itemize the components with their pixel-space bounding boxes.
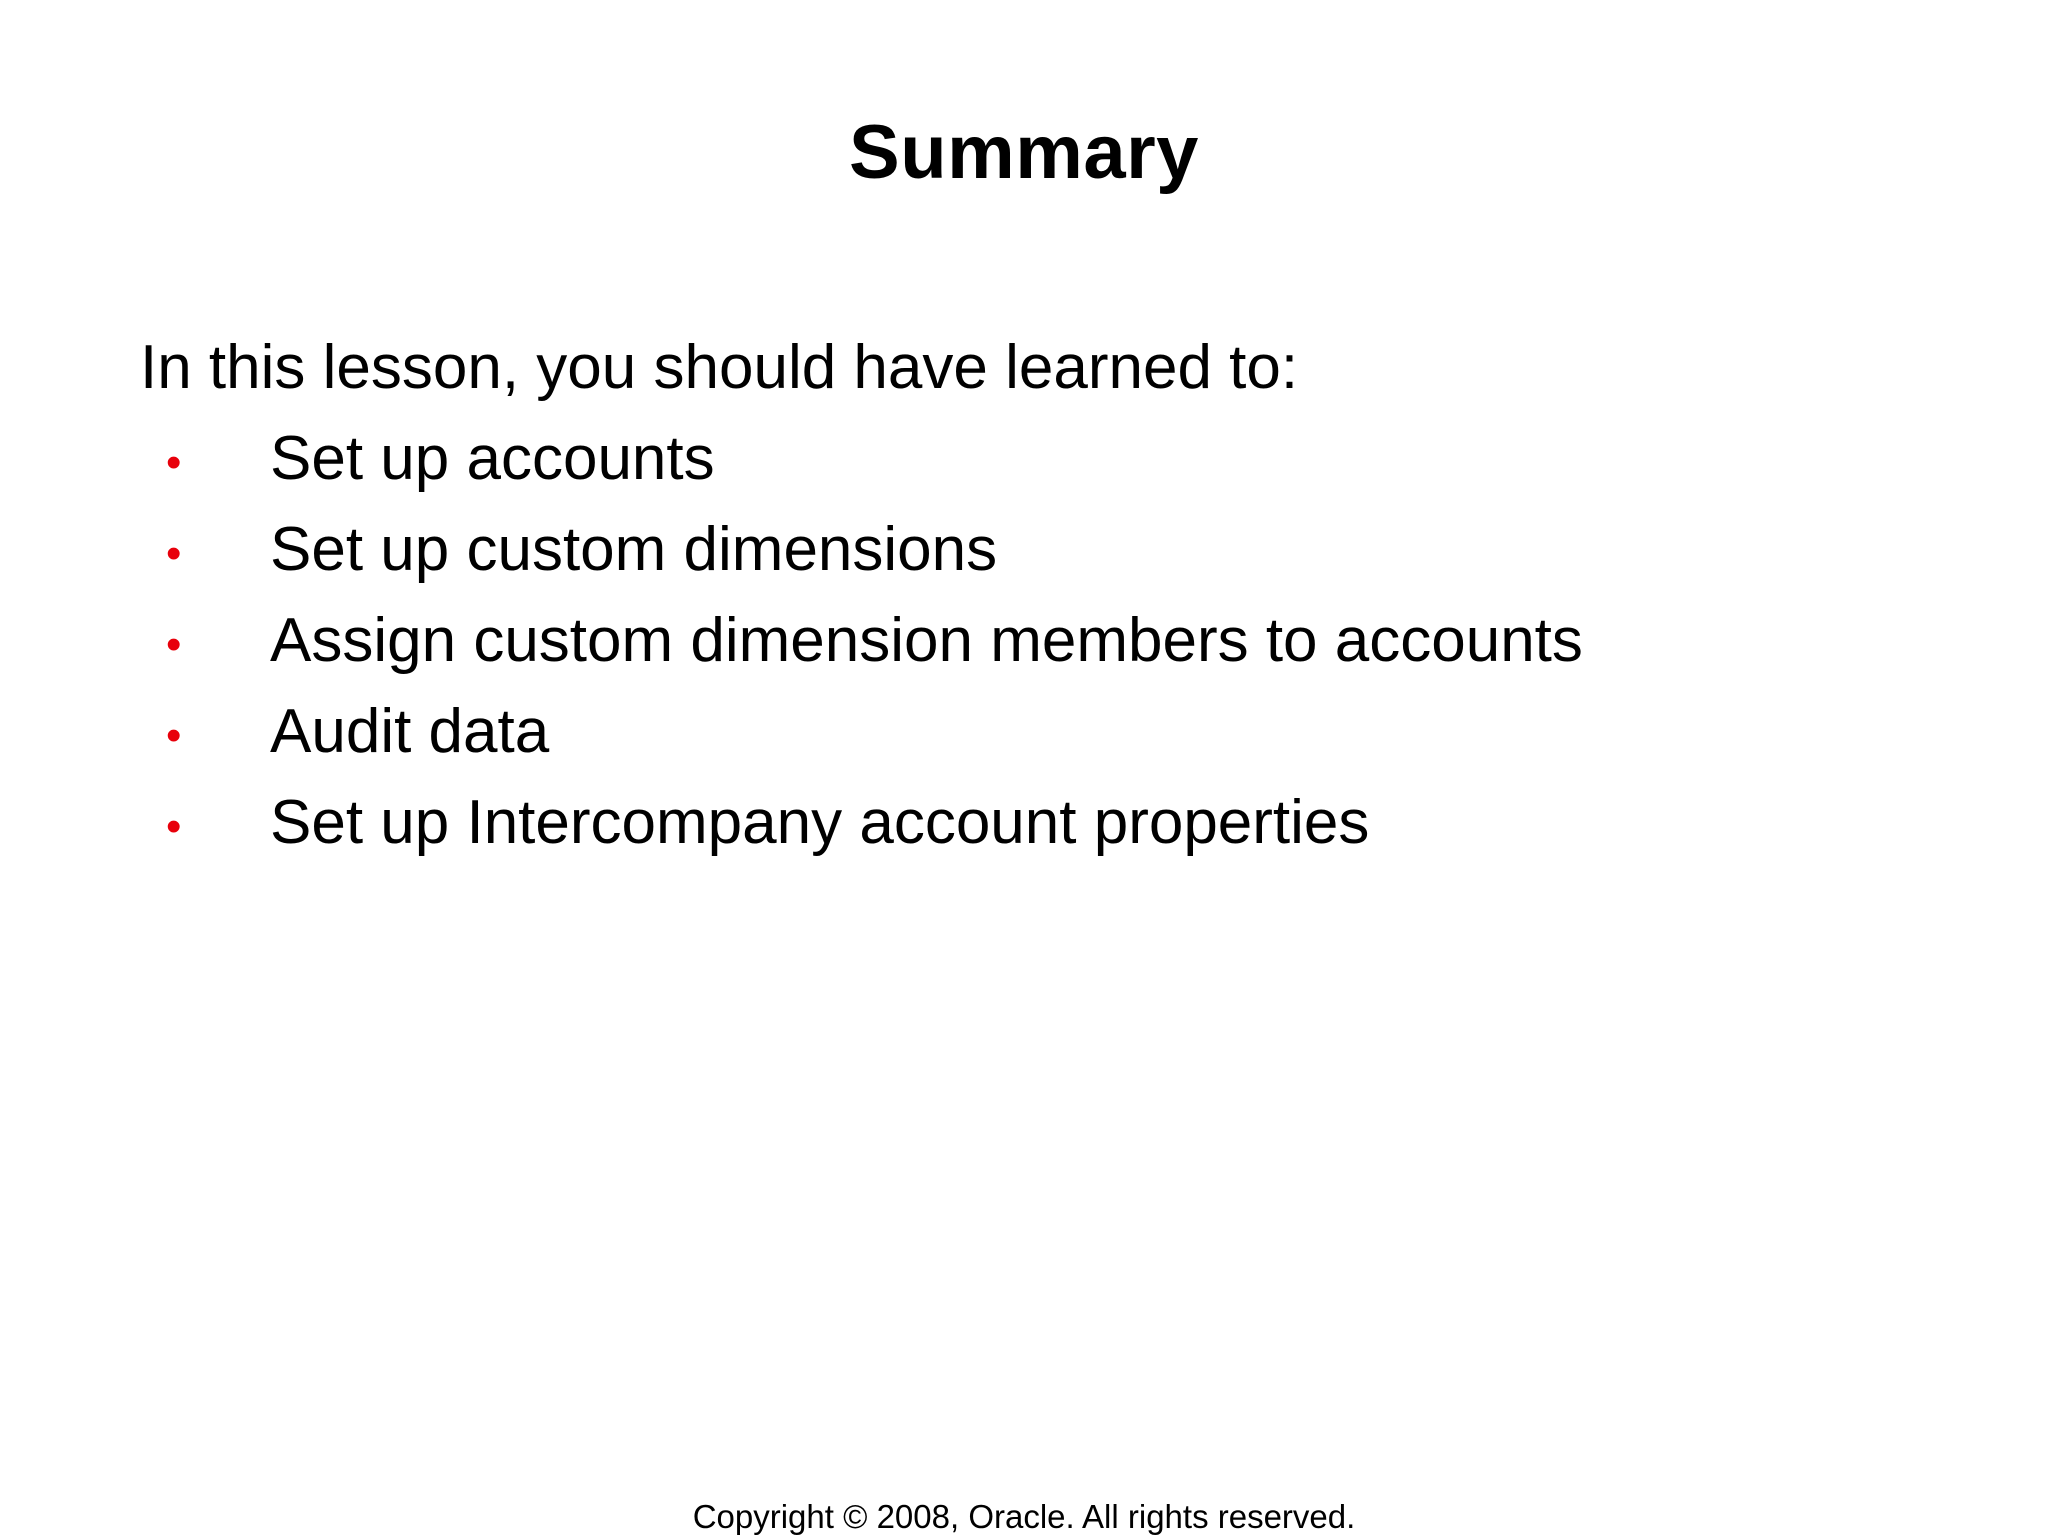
- bullet-icon: •: [166, 802, 182, 851]
- bullet-text: Set up custom dimensions: [270, 515, 998, 584]
- bullet-icon: •: [166, 620, 182, 669]
- bullet-text: Set up accounts: [270, 424, 715, 493]
- bullet-icon: •: [166, 711, 182, 760]
- bullet-text: Assign custom dimension members to accounts: [270, 606, 1583, 675]
- slide-title: Summary: [849, 110, 1199, 195]
- bullet-text: Set up Intercompany account properties: [270, 788, 1370, 857]
- copyright-footer: Copyright © 2008, Oracle. All rights reserved.: [692, 1498, 1356, 1535]
- bullet-icon: •: [166, 529, 182, 578]
- intro-text: In this lesson, you should have learned to:: [140, 333, 1299, 402]
- bullet-text: Audit data: [270, 697, 550, 766]
- bullet-icon: •: [166, 438, 182, 487]
